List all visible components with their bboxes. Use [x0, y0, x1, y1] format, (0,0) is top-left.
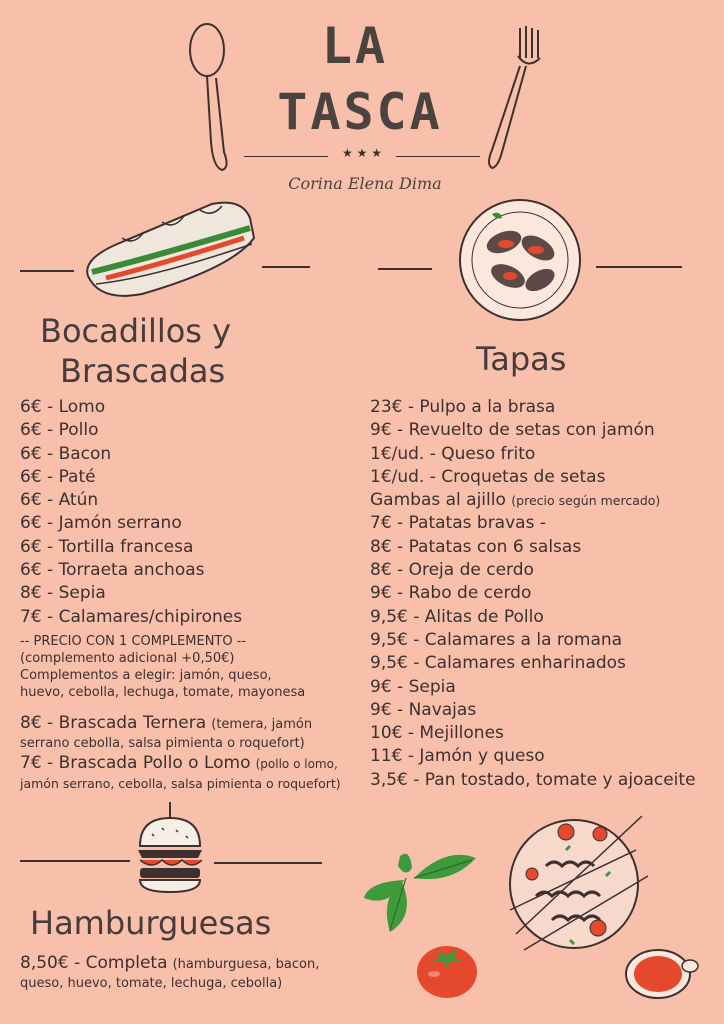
- tapas-title: Tapas: [476, 340, 567, 378]
- header-divider-right: [396, 156, 480, 157]
- menu-item: 6€ - Jamón serrano: [20, 513, 182, 534]
- subtitle: Corina Elena Dima: [288, 174, 442, 193]
- header-stars: ★ ★ ★: [342, 146, 382, 160]
- complement-note: [20, 633, 360, 701]
- menu-item-note: serrano cebolla, salsa pimienta o roquefort): [20, 736, 305, 752]
- shrimp-skewers-icon: [506, 806, 652, 956]
- section-divider: [20, 270, 74, 272]
- tomato-icon: [414, 938, 480, 1000]
- section-divider: [596, 266, 682, 268]
- hamburguesas-title: Hamburguesas: [30, 904, 272, 942]
- menu-item: 6€ - Lomo: [20, 397, 106, 417]
- menu-item: 9,5€ - Calamares enharinados: [370, 653, 626, 674]
- menu-item: 6€ - Tortilla francesa: [20, 536, 194, 557]
- menu-item: 9€ - Sepia: [370, 676, 456, 697]
- menu-item: 9,5€ - Calamares a la romana: [370, 629, 623, 650]
- brand-title-line1: LA: [321, 17, 389, 75]
- menu-item: 9€ - Revuelto de setas con jamón: [370, 420, 655, 441]
- brand-title-line2: TASCA: [277, 83, 443, 141]
- menu-item-gambas: [370, 489, 696, 512]
- complement-line: Complementos a elegir: jamón, queso,: [20, 668, 272, 683]
- menu-item: 6€ - Paté: [20, 466, 96, 487]
- bocadillos-title-line2: Brascadas: [60, 352, 226, 390]
- header-divider-left: [244, 156, 328, 157]
- menu-item-note: (temera, jamón: [211, 717, 313, 732]
- complement-line: -- PRECIO CON 1 COMPLEMENTO --: [20, 634, 247, 649]
- menu-item: 6€ - Bacon: [20, 443, 112, 464]
- section-divider: [20, 860, 130, 862]
- bocadillos-title-line1: Bocadillos y: [40, 312, 232, 350]
- section-divider: [214, 862, 322, 864]
- menu-item-note: jamón serrano, cebolla, salsa pimienta o roquefort): [20, 776, 341, 792]
- fork-icon: [480, 22, 550, 172]
- bocadillos-list: [20, 396, 242, 629]
- menu-item-note: queso, huevo, tomate, lechuga, cebolla): [20, 976, 283, 992]
- sauce-bowl-icon: [624, 948, 700, 1000]
- burger-icon: [132, 800, 208, 896]
- menu-item: 3,5€ - Pan tostado, tomate y ajoaceite: [370, 769, 696, 790]
- menu-item-main: 7€ - Brascada Pollo o Lomo: [20, 753, 251, 773]
- menu-item: 1€/ud. - Queso frito: [370, 443, 536, 464]
- mussels-plate-icon: [454, 196, 586, 324]
- menu-item-main: Gambas al ajillo: [370, 490, 506, 511]
- menu-item: 9,5€ - Alitas de Pollo: [370, 606, 544, 627]
- menu-item-main: 8€ - Brascada Ternera: [20, 713, 207, 733]
- menu-item: 9€ - Rabo de cerdo: [370, 583, 532, 604]
- menu-item: 9€ - Navajas: [370, 699, 477, 720]
- menu-item: 1€/ud. - Croquetas de setas: [370, 466, 606, 487]
- menu-item: 8€ - Patatas con 6 salsas: [370, 536, 582, 557]
- menu-item-note: (pollo o lomo,: [255, 757, 338, 771]
- menu-item-note: (hamburguesa, bacon,: [172, 957, 320, 972]
- menu-item: 6€ - Torraeta anchoas: [20, 560, 205, 581]
- menu-item: 11€ - Jamón y queso: [370, 746, 545, 767]
- menu-item: 6€ - Pollo: [20, 420, 99, 441]
- section-divider: [262, 266, 310, 268]
- brascada-pollo: [20, 752, 365, 792]
- spoon-icon: [180, 22, 240, 172]
- menu-item-main: 8,50€ - Completa: [20, 953, 168, 973]
- tapas-list: [370, 396, 696, 792]
- menu-item-note: (precio según mercado): [511, 493, 661, 509]
- brascada-ternera: [20, 712, 360, 752]
- menu-item: 7€ - Calamares/chipirones: [20, 606, 243, 627]
- section-divider: [378, 268, 432, 270]
- menu-item: 8€ - Sepia: [20, 583, 106, 604]
- complement-line: huevo, cebolla, lechuga, tomate, mayonesa: [20, 685, 306, 700]
- complement-line: (complemento adicional +0,50€): [20, 651, 235, 666]
- menu-item: 6€ - Atún: [20, 490, 99, 511]
- hamburguesa-completa: [20, 952, 365, 993]
- basil-leaf-icon: [360, 838, 480, 934]
- menu-item: 8€ - Oreja de cerdo: [370, 560, 534, 581]
- menu-item: 23€ - Pulpo a la brasa: [370, 397, 556, 417]
- sandwich-icon: [82, 198, 262, 306]
- menu-item: 7€ - Patatas bravas -: [370, 513, 546, 534]
- menu-item: 10€ - Mejillones: [370, 723, 504, 744]
